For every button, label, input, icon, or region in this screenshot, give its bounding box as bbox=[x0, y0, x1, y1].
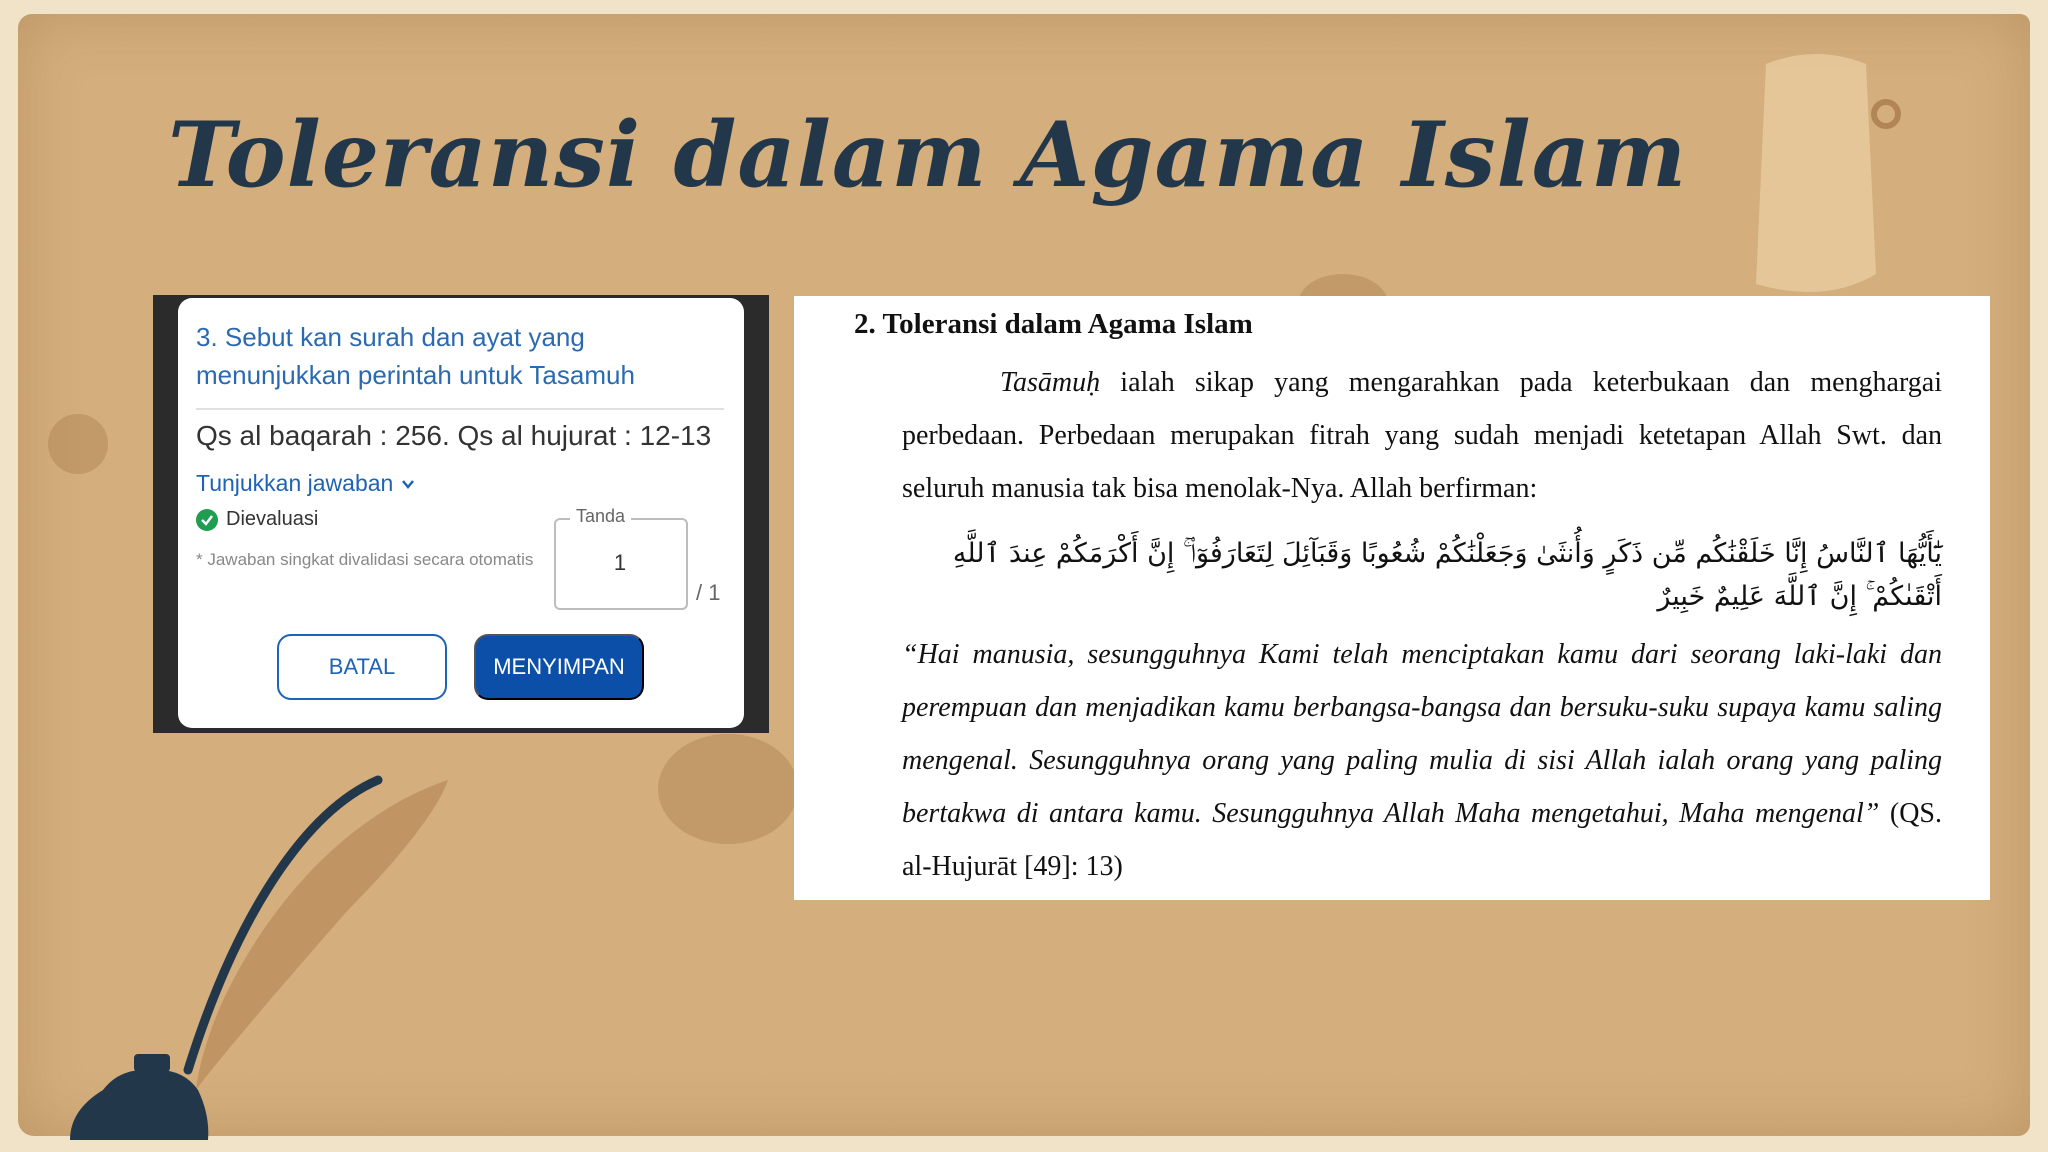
save-button[interactable]: MENYIMPAN bbox=[474, 634, 644, 700]
question-text: 3. Sebut kan surah dan ayat yang menunjukkan perintah untuk Tasamuh bbox=[196, 322, 635, 390]
ink-stain bbox=[658, 734, 798, 844]
document-heading: 2. Toleransi dalam Agama Islam bbox=[854, 308, 1253, 340]
mark-value: 1 bbox=[613, 550, 627, 575]
show-answer-label: Tunjukkan jawaban bbox=[196, 470, 394, 496]
verse-translation bbox=[902, 628, 1942, 893]
document-paragraph bbox=[902, 356, 1942, 515]
check-circle-icon bbox=[196, 509, 218, 531]
validation-note: * Jawaban singkat divalidasi secara otomatis bbox=[196, 550, 534, 569]
arabic-verse: يَٰٓأَيُّهَا ٱلنَّاسُ إِنَّا خَلَقْنَٰكُم مِّن ذَكَرٍ وَأُنثَىٰ وَجَعَلْنَٰكُمْ شُعُوبًا وَقَبَآئِلَ لِتَعَارَفُوٓا۟ ۚ إِنَّ أَكْرَمَكُمْ عِندَ ٱللَّهِ أَتْقَىٰكُمْ ۚ إِنَّ ٱللَّهَ عَلِيمٌ خَبِيرٌ bbox=[952, 538, 1942, 612]
ink-stain bbox=[48, 414, 108, 474]
paragraph-term: Tasāmuḥ bbox=[1000, 367, 1101, 398]
translation-text: “Hai manusia, sesungguhnya Kami telah menciptakan kamu dari seorang laki-laki dan perempuan dan menjadikan kamu berbangsa-bangsa dan bersuku-suku supaya kamu saling mengenal. Sesungguhnya orang yang paling mulia di sisi Allah ialah orang yang paling bertakwa di antara kamu. Sesungguhnya Allah Maha mengetahui, Maha mengenal” bbox=[902, 639, 1942, 829]
quill-inkwell-icon bbox=[58, 770, 478, 1140]
chevron-down-icon bbox=[401, 477, 415, 491]
scroll-decoration-icon bbox=[1726, 44, 1906, 314]
divider bbox=[196, 408, 724, 410]
mark-total: / 1 bbox=[696, 580, 721, 605]
mark-label: Tanda bbox=[570, 506, 631, 527]
cancel-button[interactable]: BATAL bbox=[277, 634, 447, 700]
paragraph-body: ialah sikap yang mengarahkan pada keterbukaan dan menghargai perbedaan. Perbedaan merupakan fitrah yang sudah menjadi ketetapan Allah Swt. dan seluruh manusia tak bisa menolak-Nya. Allah berfirman: bbox=[902, 367, 1942, 504]
status-label: Dievaluasi bbox=[226, 508, 319, 530]
evaluation-status bbox=[196, 508, 318, 531]
document-excerpt bbox=[794, 296, 1990, 900]
verse-citation: (QS. al-Hujurāt [49]: 13) bbox=[902, 798, 1942, 882]
show-answer-link[interactable] bbox=[196, 470, 415, 497]
answer-text: Qs al baqarah : 256. Qs al hujurat : 12-13 bbox=[196, 420, 712, 451]
slide-title: Toleransi dalam Agama Islam bbox=[168, 102, 1688, 208]
